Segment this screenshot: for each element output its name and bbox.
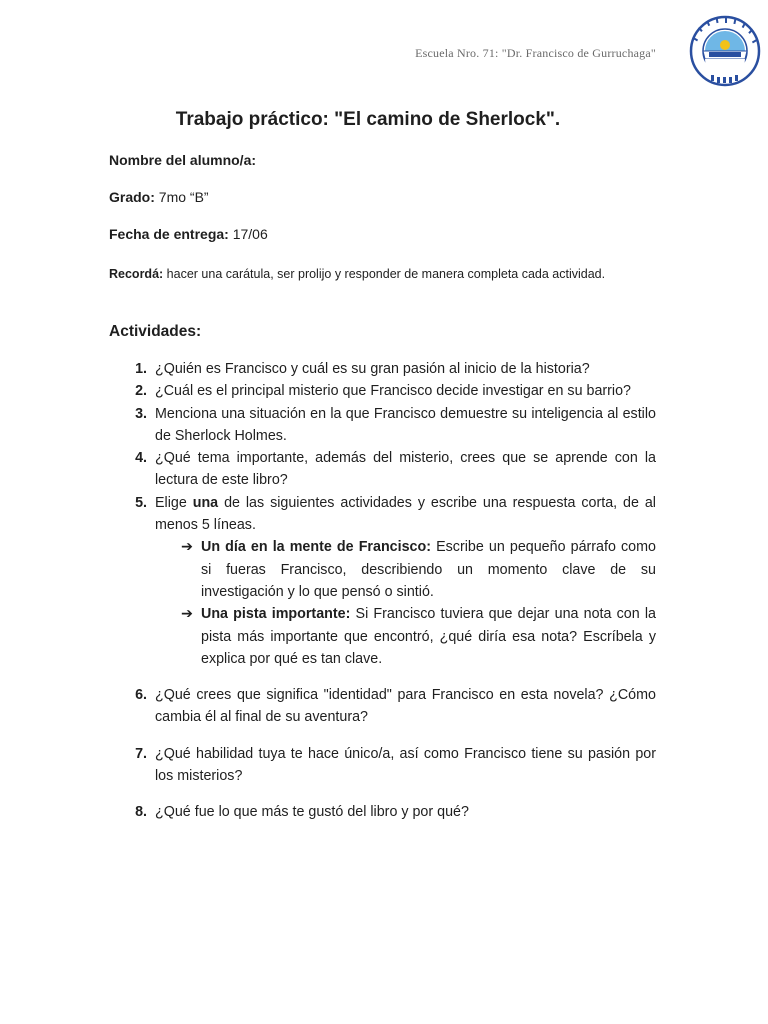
list-item [109,492,656,537]
item-text [155,492,656,537]
item-text-before: Elige [155,494,187,511]
item-text: ¿Qué fue lo que más te gustó del libro y por qué? [155,804,469,821]
right-arrow-icon: ➔ [181,539,193,556]
item-number: 6. [135,687,147,704]
seal-graphic [689,15,761,87]
item-number: 5. [135,494,147,511]
grade-field [109,189,209,205]
option-body: Si Francisco tuviera que dejar una nota con la pista más importante que encontró, ¿qué diría esa nota? Escríbela y explica por qué es tan clave. [201,606,656,667]
list-item [109,447,656,492]
item-text: ¿Qué tema importante, además del misterio, crees que se aprende con la lectura de este libro? [155,450,656,489]
activities-heading: Actividades: [109,323,202,340]
list-item [109,358,656,380]
item-number: 8. [135,804,147,821]
item-number: 3. [135,405,147,422]
item-text-after: de las siguientes actividades y escribe una respuesta corta, de al menos 5 líneas. [155,494,656,534]
due-date-label: Fecha de entrega: [109,226,229,242]
list-item [109,801,656,823]
list-item [109,403,656,448]
grade-label: Grado: [109,189,155,205]
page-title: Trabajo práctico: "El camino de Sherlock". [175,109,561,130]
list-item [109,380,656,402]
due-date-field [109,226,268,242]
item-text: ¿Qué habilidad tuya te hace único/a, así como Francisco tiene su pasión por los misterios? [155,745,656,785]
item-text: ¿Cuál es el principal misterio que Francisco decide investigar en su barrio? [155,383,631,400]
reminder-paragraph [109,263,656,285]
student-name-label: Nombre del alumno/a: [109,152,257,168]
reminder-label: Recordá: [109,267,164,281]
activities-list [109,358,656,824]
option-item [181,536,656,603]
student-name-field [109,152,256,168]
item-text-bold: una [192,494,219,511]
school-header: Escuela Nro. 71: "Dr. Francisco de Gurruchaga" [415,46,656,60]
option-item [181,603,656,670]
item-number: 1. [135,361,147,377]
list-item [109,684,656,729]
item-text: ¿Quién es Francisco y cuál es su gran pasión al inicio de la historia? [155,361,590,377]
item-number: 7. [135,745,147,762]
option-body: Escribe un pequeño párrafo como si fueras Francisco, describiendo un momento clave de su investigación y lo que pensó o sintió. [201,539,656,600]
school-seal-icon [689,15,761,87]
item-text: ¿Qué crees que significa "identidad" para Francisco en esta novela? ¿Cómo cambia él al final de su aventura? [155,687,656,726]
right-arrow-icon: ➔ [181,606,193,623]
option-text [201,603,656,670]
item-text: Menciona una situación en la que Francisco demuestre su inteligencia al estilo de Sherlock Holmes. [155,405,656,444]
due-date-value: 17/06 [232,226,268,242]
option-title: Un día en la mente de Francisco: [201,539,431,556]
list-item [109,743,656,788]
option-title: Una pista importante: [201,606,351,623]
reminder-text: hacer una carátula, ser prolijo y responder de manera completa cada actividad. [166,267,606,281]
item-number: 4. [135,450,147,467]
item-number: 2. [135,383,147,400]
option-text [201,536,656,603]
grade-value: 7mo “B” [158,189,209,205]
